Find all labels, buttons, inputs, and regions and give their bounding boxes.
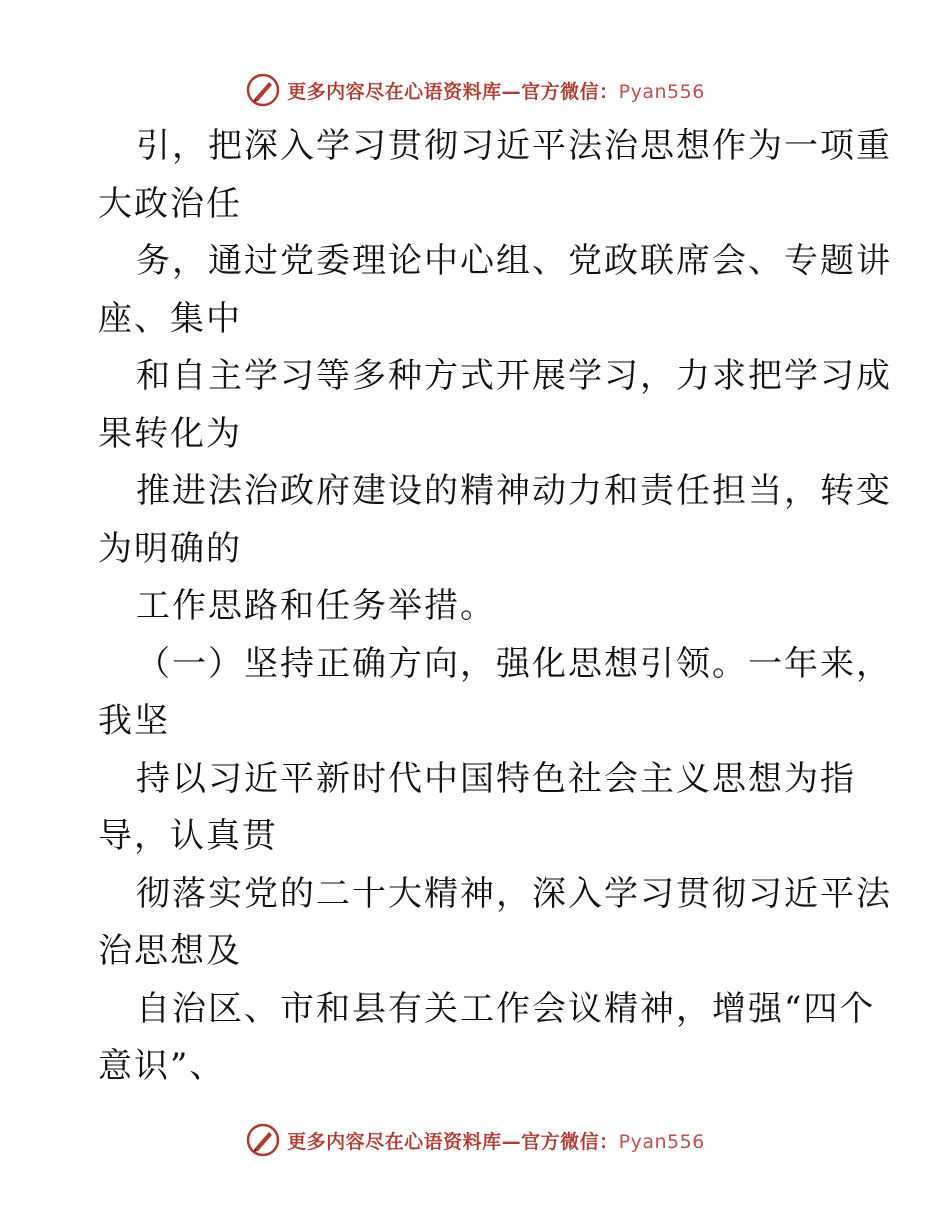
text-line: 持以习近平新时代中国特色社会主义思想为指 <box>136 758 856 799</box>
text-line: （一）坚持正确方向，强化思想引领。一年来， <box>136 643 892 684</box>
text-line: 大政治任 <box>98 183 242 224</box>
text-line: 座、集中 <box>98 298 242 339</box>
footer-watermark <box>0 1120 950 1160</box>
text-line: 果转化为 <box>98 413 242 454</box>
text-line: 彻落实党的二十大精神，深入学习贯彻习近平法 <box>136 873 892 914</box>
header-watermark <box>0 70 950 110</box>
document-body <box>98 118 892 1096</box>
text-line: 引，把深入学习贯彻习近平法治思想作为一项重 <box>136 126 892 166</box>
text-line: 务，通过党委理论中心组、党政联席会、专题讲 <box>136 241 892 281</box>
pen-logo-icon <box>245 1122 281 1158</box>
text-line: 自治区、市和县有关工作会议精神，增强“四个 <box>136 988 876 1029</box>
text-line: 意识”、 <box>98 1046 226 1086</box>
text-line: 和自主学习等多种方式开展学习，力求把学习成 <box>136 356 892 396</box>
watermark-text: 更多内容尽在心语资料库—官方微信：Pyan556 <box>287 1130 705 1153</box>
text-line: 推进法治政府建设的精神动力和责任担当，转变 <box>136 471 892 511</box>
pen-logo-icon <box>245 72 281 108</box>
text-line: 我坚 <box>98 701 170 741</box>
watermark-text: 更多内容尽在心语资料库—官方微信：Pyan556 <box>287 80 705 103</box>
text-line: 治思想及 <box>98 931 242 971</box>
text-line: 导，认真贯 <box>98 816 278 856</box>
text-line: 工作思路和任务举措。 <box>136 586 496 626</box>
text-line: 为明确的 <box>98 528 242 569</box>
